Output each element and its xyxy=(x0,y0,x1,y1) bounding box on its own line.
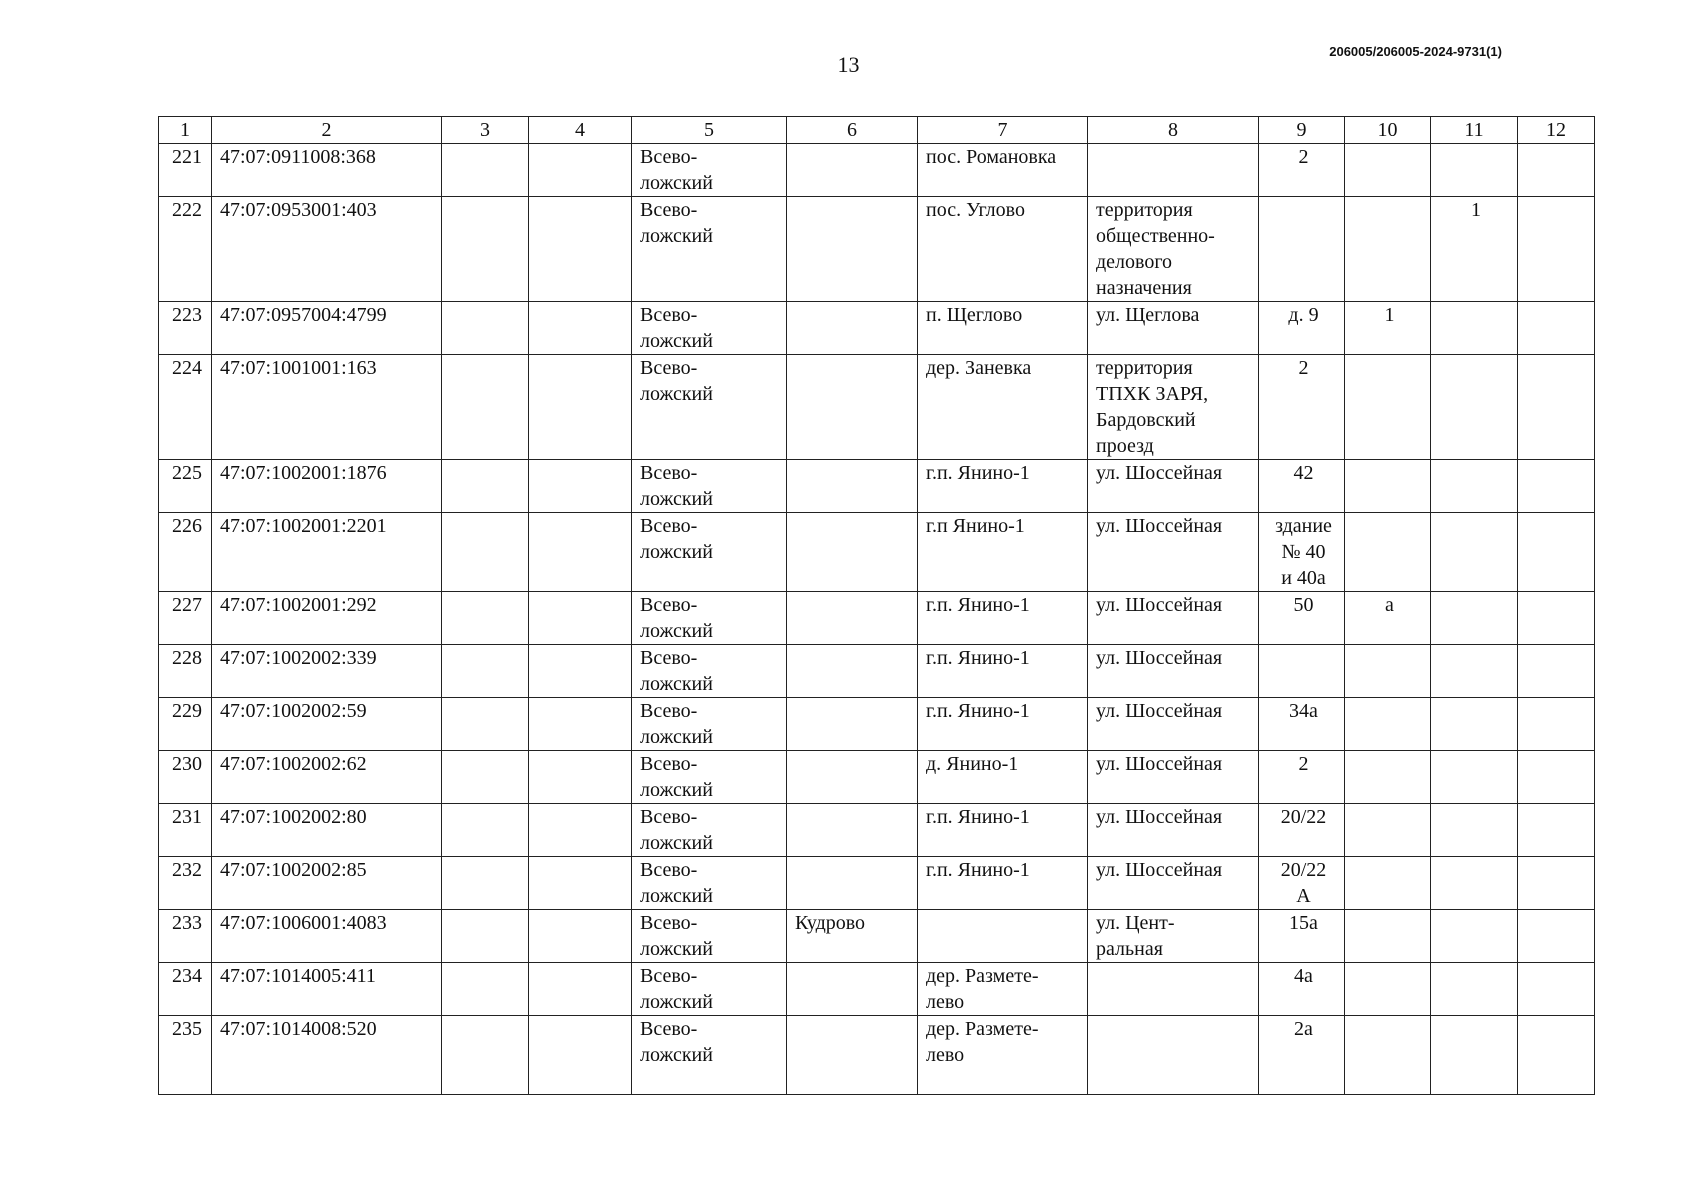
street-cell: территория общественно- делового назначения xyxy=(1088,197,1259,302)
row-number-cell: 234 xyxy=(159,963,212,1016)
district-cell: Всево- ложский xyxy=(632,751,787,804)
house-cell: 2а xyxy=(1259,1016,1345,1095)
locality-cell: дер. Размете- лево xyxy=(918,1016,1088,1095)
col-4-cell xyxy=(529,698,632,751)
table-row xyxy=(159,804,1595,857)
column-header-9: 9 xyxy=(1259,117,1345,144)
cadastral-number-cell: 47:07:1002002:85 xyxy=(212,857,442,910)
row-number-cell: 224 xyxy=(159,355,212,460)
cadastral-number-cell: 47:07:1001001:163 xyxy=(212,355,442,460)
col-11-cell xyxy=(1431,355,1518,460)
settlement-cell xyxy=(787,197,918,302)
district-cell: Всево- ложский xyxy=(632,513,787,592)
col-3-cell xyxy=(442,857,529,910)
column-header-10: 10 xyxy=(1345,117,1431,144)
col-3-cell xyxy=(442,751,529,804)
col-11-cell xyxy=(1431,513,1518,592)
row-number-cell: 226 xyxy=(159,513,212,592)
house-cell: 42 xyxy=(1259,460,1345,513)
column-header-6: 6 xyxy=(787,117,918,144)
col-4-cell xyxy=(529,751,632,804)
street-cell: ул. Щеглова xyxy=(1088,302,1259,355)
house-cell: 2 xyxy=(1259,355,1345,460)
district-cell: Всево- ложский xyxy=(632,698,787,751)
settlement-cell xyxy=(787,963,918,1016)
street-cell: ул. Шоссейная xyxy=(1088,857,1259,910)
col-12-cell xyxy=(1518,460,1595,513)
settlement-cell xyxy=(787,804,918,857)
row-number-cell: 227 xyxy=(159,592,212,645)
document-id: 206005/206005-2024-9731(1) xyxy=(1329,44,1502,59)
col-11-cell xyxy=(1431,645,1518,698)
street-cell: территория ТПХК ЗАРЯ, Бардовский проезд xyxy=(1088,355,1259,460)
district-cell: Всево- ложский xyxy=(632,804,787,857)
locality-cell xyxy=(918,910,1088,963)
header-row xyxy=(159,117,1595,144)
column-header-1: 1 xyxy=(159,117,212,144)
house-cell: д. 9 xyxy=(1259,302,1345,355)
col-12-cell xyxy=(1518,513,1595,592)
row-number-cell: 228 xyxy=(159,645,212,698)
house-cell xyxy=(1259,645,1345,698)
locality-cell: пос. Романовка xyxy=(918,144,1088,197)
table-row xyxy=(159,963,1595,1016)
street-cell: ул. Шоссейная xyxy=(1088,460,1259,513)
col-12-cell xyxy=(1518,963,1595,1016)
column-header-4: 4 xyxy=(529,117,632,144)
table-row xyxy=(159,645,1595,698)
col-3-cell xyxy=(442,804,529,857)
cadastral-number-cell: 47:07:1014005:411 xyxy=(212,963,442,1016)
street-cell xyxy=(1088,1016,1259,1095)
col-10-cell xyxy=(1345,1016,1431,1095)
street-cell: ул. Шоссейная xyxy=(1088,592,1259,645)
district-cell: Всево- ложский xyxy=(632,302,787,355)
col-10-cell: 1 xyxy=(1345,302,1431,355)
settlement-cell xyxy=(787,302,918,355)
col-11-cell xyxy=(1431,144,1518,197)
row-number-cell: 225 xyxy=(159,460,212,513)
col-10-cell xyxy=(1345,963,1431,1016)
col-10-cell xyxy=(1345,460,1431,513)
locality-cell: п. Щеглово xyxy=(918,302,1088,355)
cadastral-number-cell: 47:07:1006001:4083 xyxy=(212,910,442,963)
cadastral-number-cell: 47:07:1002001:2201 xyxy=(212,513,442,592)
col-4-cell xyxy=(529,513,632,592)
street-cell: ул. Цент- ральная xyxy=(1088,910,1259,963)
col-4-cell xyxy=(529,460,632,513)
table-row xyxy=(159,751,1595,804)
col-11-cell xyxy=(1431,1016,1518,1095)
settlement-cell xyxy=(787,460,918,513)
col-10-cell xyxy=(1345,197,1431,302)
table-row xyxy=(159,144,1595,197)
locality-cell: г.п Янино-1 xyxy=(918,513,1088,592)
registry-table xyxy=(158,116,1595,1095)
house-cell: 15а xyxy=(1259,910,1345,963)
house-cell: 20/22 xyxy=(1259,804,1345,857)
settlement-cell xyxy=(787,698,918,751)
row-number-cell: 223 xyxy=(159,302,212,355)
settlement-cell xyxy=(787,592,918,645)
cadastral-number-cell: 47:07:1002002:62 xyxy=(212,751,442,804)
col-4-cell xyxy=(529,804,632,857)
locality-cell: дер. Заневка xyxy=(918,355,1088,460)
district-cell: Всево- ложский xyxy=(632,355,787,460)
cadastral-number-cell: 47:07:0911008:368 xyxy=(212,144,442,197)
col-12-cell xyxy=(1518,804,1595,857)
locality-cell: пос. Углово xyxy=(918,197,1088,302)
house-cell: 4а xyxy=(1259,963,1345,1016)
table-body xyxy=(159,144,1595,1095)
row-number-cell: 235 xyxy=(159,1016,212,1095)
table-row xyxy=(159,302,1595,355)
row-number-cell: 229 xyxy=(159,698,212,751)
cadastral-number-cell: 47:07:1002002:59 xyxy=(212,698,442,751)
table-row xyxy=(159,513,1595,592)
locality-cell: г.п. Янино-1 xyxy=(918,804,1088,857)
locality-cell: г.п. Янино-1 xyxy=(918,645,1088,698)
settlement-cell xyxy=(787,857,918,910)
column-header-3: 3 xyxy=(442,117,529,144)
col-11-cell xyxy=(1431,804,1518,857)
col-10-cell xyxy=(1345,355,1431,460)
col-4-cell xyxy=(529,197,632,302)
column-header-2: 2 xyxy=(212,117,442,144)
house-cell: 50 xyxy=(1259,592,1345,645)
cadastral-number-cell: 47:07:1002002:339 xyxy=(212,645,442,698)
row-number-cell: 232 xyxy=(159,857,212,910)
cadastral-number-cell: 47:07:1002001:292 xyxy=(212,592,442,645)
house-cell: здание № 40 и 40а xyxy=(1259,513,1345,592)
col-3-cell xyxy=(442,513,529,592)
settlement-cell: Кудрово xyxy=(787,910,918,963)
col-4-cell xyxy=(529,355,632,460)
settlement-cell xyxy=(787,645,918,698)
locality-cell: д. Янино-1 xyxy=(918,751,1088,804)
col-11-cell xyxy=(1431,857,1518,910)
table-row xyxy=(159,698,1595,751)
locality-cell: г.п. Янино-1 xyxy=(918,857,1088,910)
col-10-cell xyxy=(1345,857,1431,910)
col-12-cell xyxy=(1518,144,1595,197)
column-header-7: 7 xyxy=(918,117,1088,144)
col-12-cell xyxy=(1518,645,1595,698)
district-cell: Всево- ложский xyxy=(632,592,787,645)
district-cell: Всево- ложский xyxy=(632,1016,787,1095)
street-cell: ул. Шоссейная xyxy=(1088,513,1259,592)
col-3-cell xyxy=(442,645,529,698)
row-number-cell: 222 xyxy=(159,197,212,302)
col-11-cell xyxy=(1431,592,1518,645)
column-header-8: 8 xyxy=(1088,117,1259,144)
column-header-12: 12 xyxy=(1518,117,1595,144)
col-4-cell xyxy=(529,910,632,963)
settlement-cell xyxy=(787,751,918,804)
district-cell: Всево- ложский xyxy=(632,460,787,513)
col-3-cell xyxy=(442,698,529,751)
house-cell xyxy=(1259,197,1345,302)
col-11-cell xyxy=(1431,698,1518,751)
table-row xyxy=(159,910,1595,963)
settlement-cell xyxy=(787,144,918,197)
col-10-cell xyxy=(1345,698,1431,751)
street-cell: ул. Шоссейная xyxy=(1088,804,1259,857)
col-4-cell xyxy=(529,645,632,698)
col-12-cell xyxy=(1518,1016,1595,1095)
col-12-cell xyxy=(1518,302,1595,355)
col-10-cell xyxy=(1345,144,1431,197)
col-3-cell xyxy=(442,963,529,1016)
col-3-cell xyxy=(442,197,529,302)
col-4-cell xyxy=(529,1016,632,1095)
row-number-cell: 221 xyxy=(159,144,212,197)
cadastral-number-cell: 47:07:0957004:4799 xyxy=(212,302,442,355)
cadastral-number-cell: 47:07:1002002:80 xyxy=(212,804,442,857)
house-cell: 34а xyxy=(1259,698,1345,751)
col-10-cell xyxy=(1345,910,1431,963)
col-10-cell xyxy=(1345,513,1431,592)
col-4-cell xyxy=(529,857,632,910)
settlement-cell xyxy=(787,355,918,460)
col-12-cell xyxy=(1518,751,1595,804)
table-row xyxy=(159,857,1595,910)
district-cell: Всево- ложский xyxy=(632,645,787,698)
locality-cell: г.п. Янино-1 xyxy=(918,460,1088,513)
col-3-cell xyxy=(442,1016,529,1095)
col-3-cell xyxy=(442,302,529,355)
street-cell: ул. Шоссейная xyxy=(1088,645,1259,698)
house-cell: 20/22 А xyxy=(1259,857,1345,910)
settlement-cell xyxy=(787,513,918,592)
row-number-cell: 230 xyxy=(159,751,212,804)
col-3-cell xyxy=(442,144,529,197)
row-number-cell: 233 xyxy=(159,910,212,963)
district-cell: Всево- ложский xyxy=(632,857,787,910)
col-4-cell xyxy=(529,592,632,645)
house-cell: 2 xyxy=(1259,751,1345,804)
col-10-cell xyxy=(1345,645,1431,698)
col-12-cell xyxy=(1518,910,1595,963)
col-11-cell xyxy=(1431,460,1518,513)
row-number-cell: 231 xyxy=(159,804,212,857)
table-row xyxy=(159,197,1595,302)
cadastral-number-cell: 47:07:1002001:1876 xyxy=(212,460,442,513)
district-cell: Всево- ложский xyxy=(632,963,787,1016)
col-11-cell: 1 xyxy=(1431,197,1518,302)
street-cell: ул. Шоссейная xyxy=(1088,751,1259,804)
col-11-cell xyxy=(1431,963,1518,1016)
col-11-cell xyxy=(1431,910,1518,963)
col-3-cell xyxy=(442,460,529,513)
column-header-5: 5 xyxy=(632,117,787,144)
district-cell: Всево- ложский xyxy=(632,144,787,197)
col-11-cell xyxy=(1431,751,1518,804)
table-row xyxy=(159,460,1595,513)
district-cell: Всево- ложский xyxy=(632,197,787,302)
col-12-cell xyxy=(1518,197,1595,302)
house-cell: 2 xyxy=(1259,144,1345,197)
col-10-cell xyxy=(1345,804,1431,857)
district-cell: Всево- ложский xyxy=(632,910,787,963)
col-3-cell xyxy=(442,355,529,460)
col-4-cell xyxy=(529,144,632,197)
col-12-cell xyxy=(1518,698,1595,751)
col-11-cell xyxy=(1431,302,1518,355)
street-cell: ул. Шоссейная xyxy=(1088,698,1259,751)
page-number: 13 xyxy=(837,52,860,77)
street-cell xyxy=(1088,144,1259,197)
cadastral-number-cell: 47:07:1014008:520 xyxy=(212,1016,442,1095)
col-10-cell: а xyxy=(1345,592,1431,645)
settlement-cell xyxy=(787,1016,918,1095)
cadastral-number-cell: 47:07:0953001:403 xyxy=(212,197,442,302)
col-4-cell xyxy=(529,963,632,1016)
col-12-cell xyxy=(1518,355,1595,460)
col-12-cell xyxy=(1518,857,1595,910)
table-row xyxy=(159,355,1595,460)
col-10-cell xyxy=(1345,751,1431,804)
col-3-cell xyxy=(442,592,529,645)
col-12-cell xyxy=(1518,592,1595,645)
street-cell xyxy=(1088,963,1259,1016)
table-row xyxy=(159,1016,1595,1095)
table-row xyxy=(159,592,1595,645)
locality-cell: дер. Размете- лево xyxy=(918,963,1088,1016)
column-header-11: 11 xyxy=(1431,117,1518,144)
col-4-cell xyxy=(529,302,632,355)
locality-cell: г.п. Янино-1 xyxy=(918,698,1088,751)
locality-cell: г.п. Янино-1 xyxy=(918,592,1088,645)
col-3-cell xyxy=(442,910,529,963)
